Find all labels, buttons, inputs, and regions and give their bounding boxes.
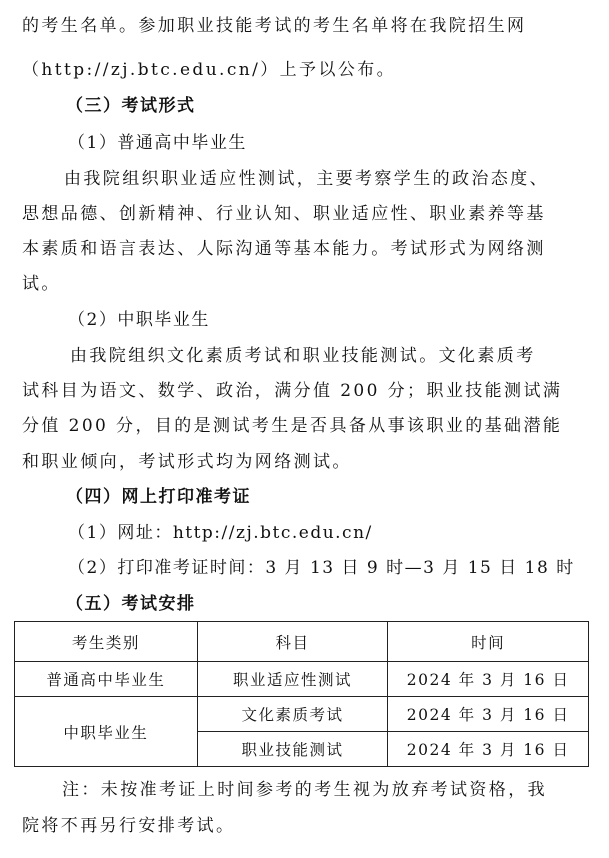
section-3-heading: （三）考试形式 [66,96,196,116]
exam-schedule-table [14,621,589,767]
header-subject: 科目 [197,622,388,662]
table-row [15,662,589,697]
section-4-heading: （四）网上打印准考证 [66,487,251,507]
section-5-heading: （五）考试安排 [66,594,196,614]
note-line-1: 注：未按准考证上时间参考的考生视为放弃考试资格，我 [62,780,547,800]
sub2-text-line-4: 和职业倾向，考试形式均为网络测试。 [22,452,352,472]
table-header-row [15,622,589,662]
admission-ticket-print-time: （2）打印准考证时间：3 月 13 日 9 时—3 月 15 日 18 时 [68,558,575,578]
table-row [15,697,589,732]
sub2-text-line-3: 分值 200 分，目的是测试考生是否具备从事该职业的基础潜能 [22,416,563,436]
sub2-text-line-1: 由我院组织文化素质考试和职业技能测试。文化素质考 [70,346,536,366]
subsection-1-heading: （1）普通高中毕业生 [68,133,247,153]
row-subject: 职业适应性测试 [197,662,388,697]
row-category: 中职毕业生 [15,697,198,767]
sub1-text-line-2: 思想品德、创新精神、行业认知、职业适应性、职业素养等基 [22,204,546,224]
sub1-text-line-3: 本素质和语言表达、人际沟通等基本能力。考试形式为网络测 [22,239,546,259]
note-line-2: 院将不再另行安排考试。 [22,816,236,836]
row-date: 2024 年 3 月 16 日 [388,662,589,697]
header-time: 时间 [388,622,589,662]
intro-line-1: 的考生名单。参加职业技能考试的考生名单将在我院招生网 [22,16,527,36]
row-subject: 文化素质考试 [197,697,388,732]
row-subject: 职业技能测试 [197,732,388,767]
subsection-2-heading: （2）中职毕业生 [68,310,210,330]
admission-ticket-url: （1）网址：http://zj.btc.edu.cn/ [68,523,373,543]
intro-line-2: （http://zj.btc.edu.cn/）上予以公布。 [22,60,397,80]
sub1-text-line-1: 由我院组织职业适应性测试，主要考察学生的政治态度、 [64,169,549,189]
row-date: 2024 年 3 月 16 日 [388,732,589,767]
row-category: 普通高中毕业生 [15,662,198,697]
row-date: 2024 年 3 月 16 日 [388,697,589,732]
sub2-text-line-2: 试科目为语文、数学、政治，满分值 200 分；职业技能测试满 [22,381,563,401]
sub1-text-line-4: 试。 [22,274,61,294]
header-category: 考生类别 [15,622,198,662]
